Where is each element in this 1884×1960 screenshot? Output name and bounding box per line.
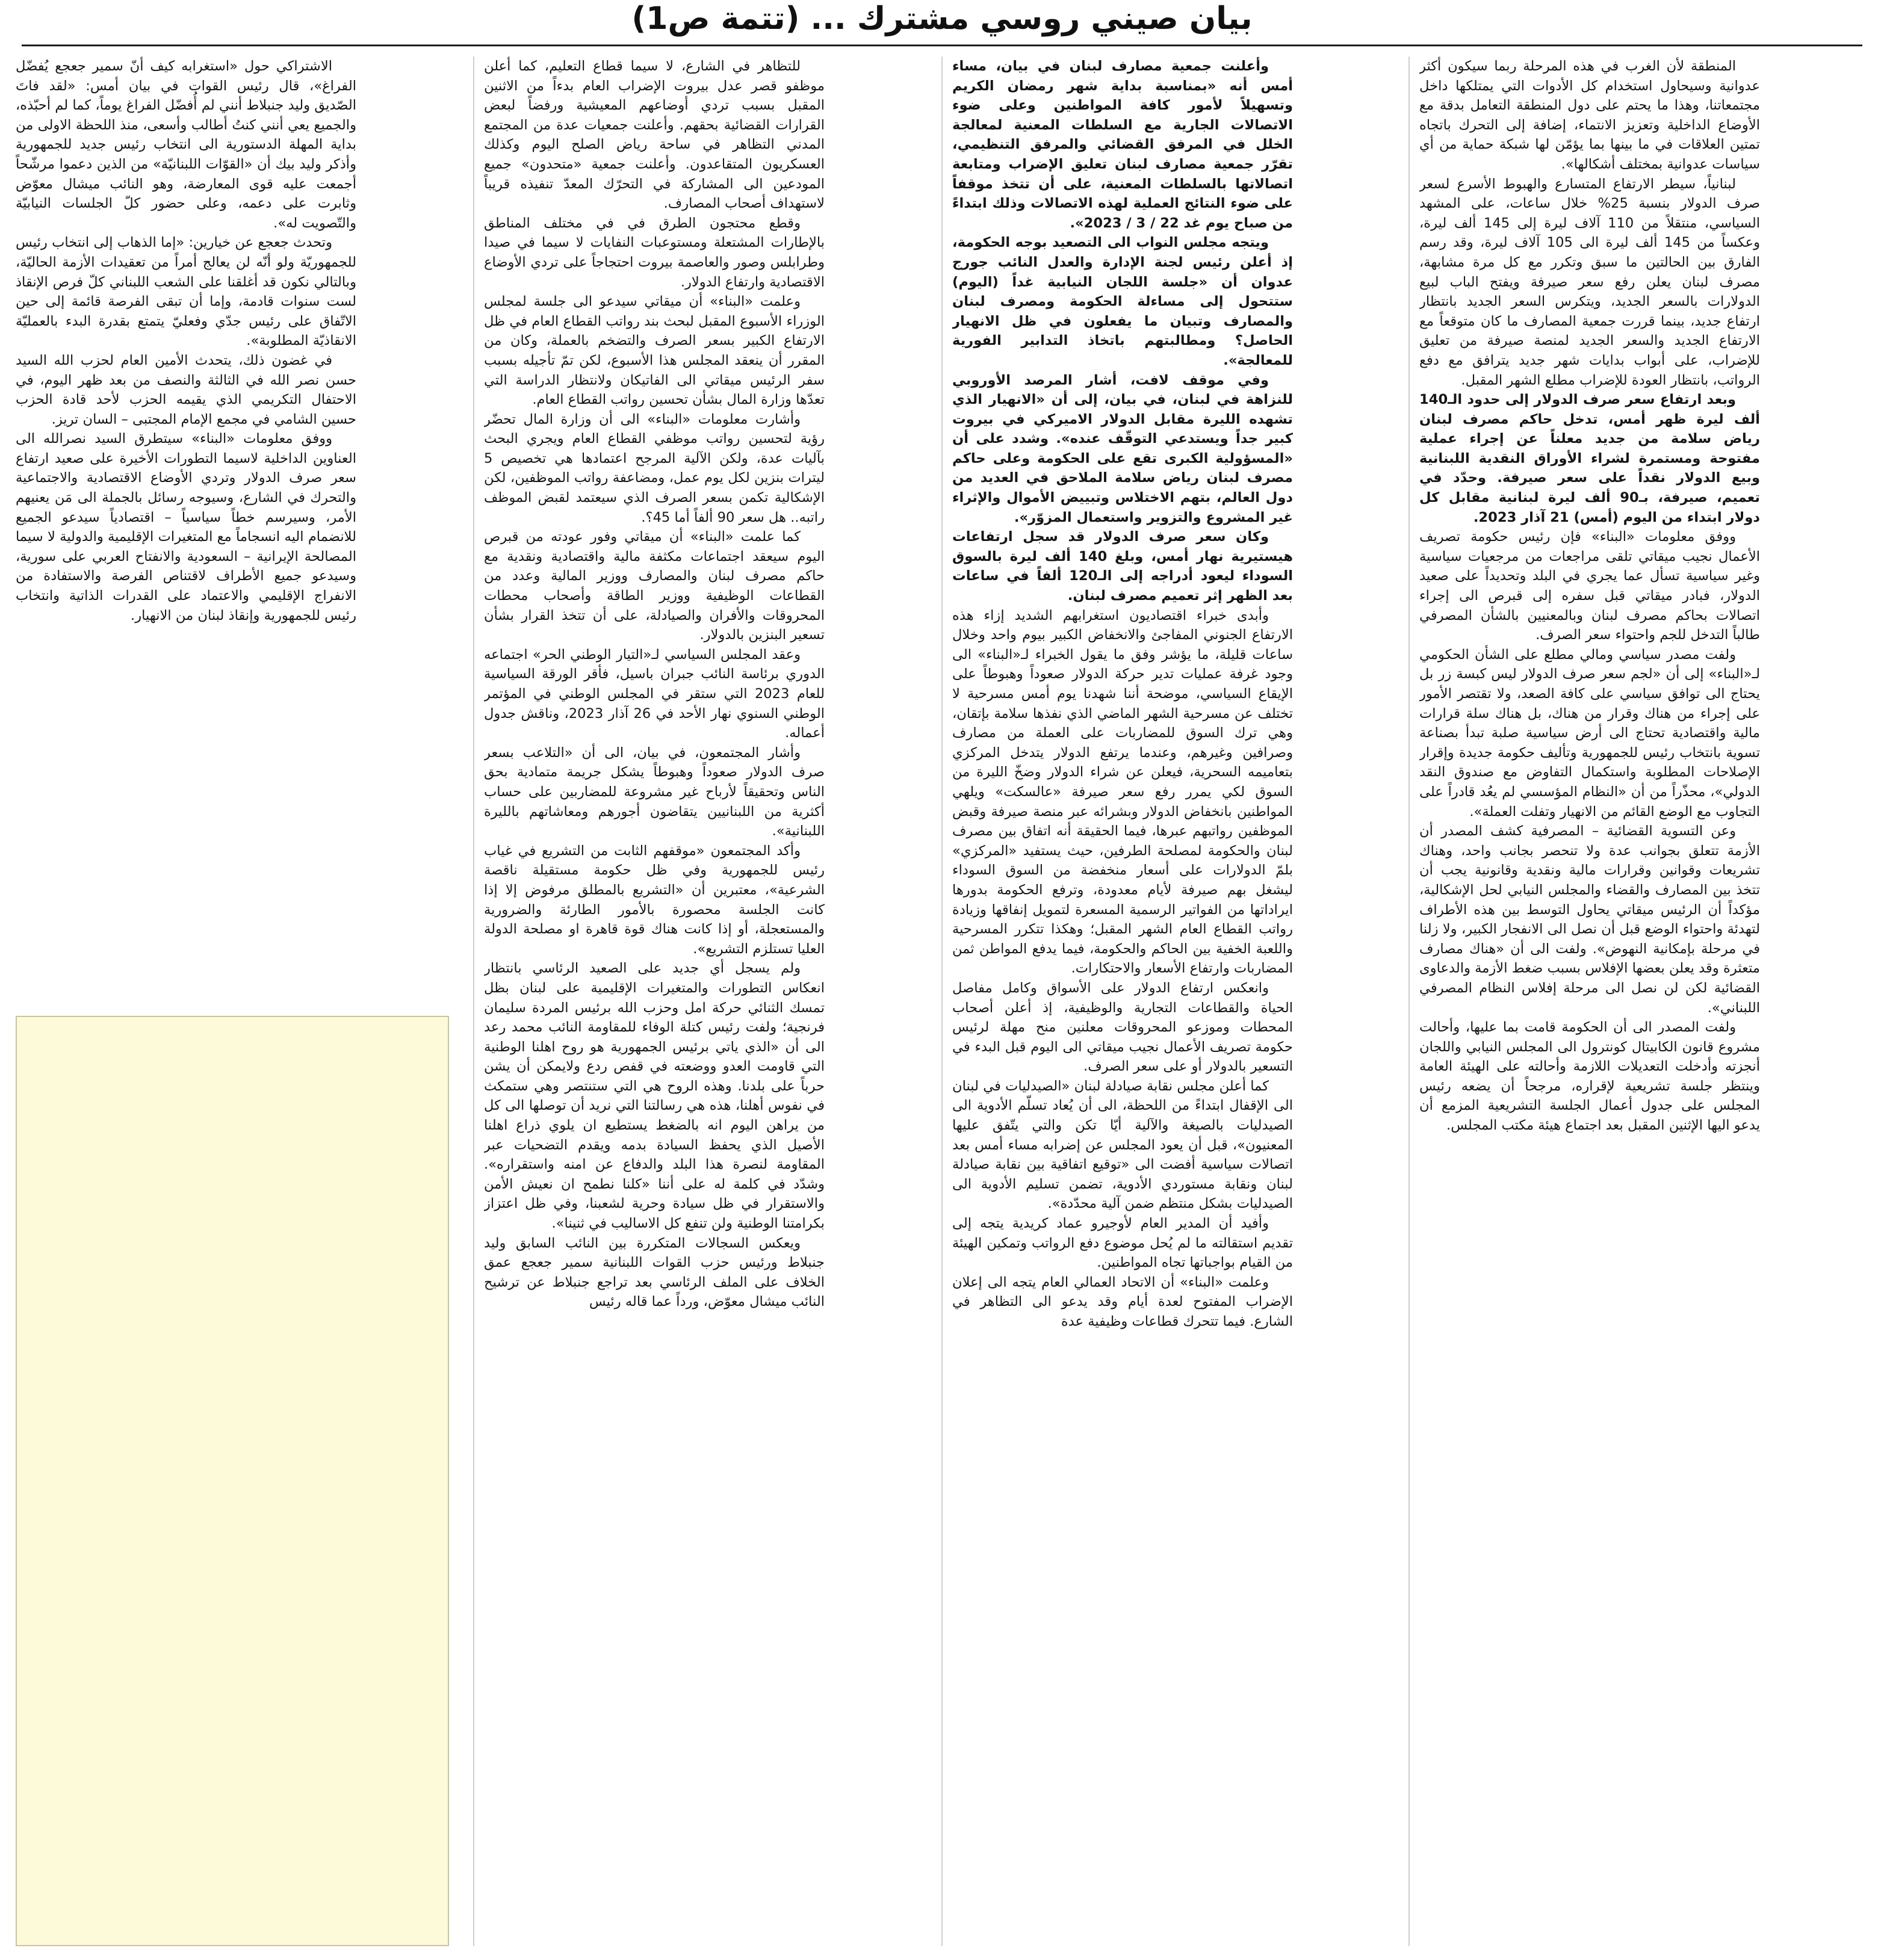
article-paragraph: في غضون ذلك، يتحدث الأمين العام لحزب الله السيد حسن نصر الله في الثالثة والنصف من بعد ظهر اليوم، في الاحتفال التكريمي الذي يقيمه الحزب لأحد قادة الحزب حسين الشامي في مجمع الإمام المجتبى – السان تريز.: [16, 352, 356, 427]
article-paragraph: ويتجه مجلس النواب الى التصعيد بوجه الحكومة، إذ أعلن رئيس لجنة الإدارة والعدل النائب جورج عدوان أن «جلسة اللجان النيابية غداً (اليوم) ستتحول إلى مساءلة الحكومة ومصرف لبنان والمصارف وتبيان ما يفعلون في ظل الانهيار الحاصل؟ ومطالبتهم باتخاذ التدابير الفورية للمعالجة».: [952, 235, 1293, 368]
article-paragraph: وبعد ارتفاع سعر صرف الدولار إلى حدود الـ140 ألف ليرة ظهر أمس، تدخل حاكم مصرف لبنان رياض سلامة من جديد معلناً عن إجراء عملية مفتوحة ومستمرة لشراء الأوراق النقدية اللبنانية وبيع الدولار نقداً على سعر صيرفة. وحدّد في تعميم، صيرفة، بـ90 ألف ليرة لبنانية مقابل كل دولار ابتداء من اليوم (أمس) 21 آذار 2023.: [1419, 392, 1760, 525]
article-column-3: [484, 57, 825, 1951]
column-separator: [1408, 57, 1410, 1946]
column-separator: [473, 57, 474, 1946]
article-paragraph: ولم يسجل أي جديد على الصعيد الرئاسي بانتظار انعكاس التطورات والمتغيرات الإقليمية على لبنان بظل تمسك الثنائي حركة امل وحزب الله برئيس المردة سليمان فرنجية؛ ولفت رئيس كتلة الوفاء للمقاومة النائب محمد رعد الى أن «الذي ياتي برئيس الجمهورية هو روح اهلنا الوطنية التي قاومت العدو ووضعته في قفص ردع ولايمكن أن يشن حرباً على بلدنا. وهذه الروح هي التي ستنتصر وهي ستمكث في نفوس أهلنا، هذه هي رسالتنا التي نريد أن توصلها الى كل من يراهن اليوم انه بالضغط يستطيع ان يلوي ذراع اهلنا الأصيل الذي يحفظ السيادة بدمه ويقدم التضحيات عبر المقاومة لنصرة هذا البلد والدفاع عن امنه واستقراره». وشدّد في كلمة له على أننا «كلنا نطمح ان نعيش الأمن والاستقرار في ظل سيادة وحرية لشعبنا، وفي ظل اعتزاز بكرامتنا الوطنية ولن تنفع كل الاساليب في ثنينا».: [484, 960, 825, 1232]
article-paragraph: وعن التسوية القضائية – المصرفية كشف المصدر أن الأزمة تتعلق بجوانب عدة ولا تنحصر بجانب واحد، وهناك تشريعات وقوانين وقرارات مالية ونقدية وقانونية يجب أن تتخذ بين المصارف والقضاء والمجلس النيابي لحل الإشكالية، مؤكداً أن الرئيس ميقاتي يحاول التوسط بين هذه الأطراف لتهدئة واحتواء الوضع قبل أن نصل الى الانفجار الكبير، ولا زلنا في مرحلة بإمكانية النهوض». ولفت الى أن «هناك مصارف متعثرة وقد يعلن بعضها الإفلاس بسبب ضغط الأزمة والدعاوى القضائية لكن لن نصل الى مرحلة إفلاس النظام المصرفي اللبناني».: [1419, 823, 1760, 1016]
article-paragraph: وفي موقف لافت، أشار المرصد الأوروبي للنزاهة في لبنان، في بيان، إلى أن «الانهيار الذي تشهده الليرة مقابل الدولار الاميركي في بيروت كبير جداً ويستدعي التوقّف عنده». وشدد على أن «المسؤولية الكبرى تقع على الحكومة وعلى حاكم مصرف لبنان رياض سلامة الملاحق في العديد من دول العالم، بتهم الاختلاس وتبييض الأموال والإثراء غير المشروع والتزوير واستعمال المزوّر».: [952, 372, 1293, 525]
article-paragraph: كما علمت «البناء» أن ميقاتي وفور عودته من قبرص اليوم سيعقد اجتماعات مكثفة مالية واقتصادية ونقدية مع حاكم مصرف لبنان والمصارف ووزير المالية وعدد من القطاعات الوظيفية ووزير الطاقة وأصحاب محطات المحروقات والأفران والصيادلة، على أن تتخذ القرار بشأن تسعير البنزين بالدولار.: [484, 529, 825, 643]
article-column-1: [1419, 57, 1760, 1951]
article-column-2: [952, 57, 1293, 1951]
article-paragraph: وأبدى خبراء اقتصاديون استغرابهم الشديد إزاء هذه الارتفاع الجنوني المفاجئ والانخفاض الكبير بيوم واحد وخلال ساعات قليلة، ما يؤشر وفق ما يقول الخبراء لـ«البناء» الى وجود غرفة عمليات تدير حركة الدولار صعوداً وهبوطاً على الإيقاع السياسي، موضحة أننا شهدنا يوم أمس مسرحية لا تختلف عن مسرحية الشهر الماضي الذي نفذها سلامة بإتقان، وهي ترك السوق للمضاربات على العملة من مصارف وصرافين وغيرهم، وعندما يرتفع الدولار يتدخل المركزي بتعاميمه السحرية، فيعلن عن شراء الدولار وضخّ الليرة من السوق لكي يمرر رفع سعر صيرفة «عالسكت» ويلهي المواطنين بانخفاض الدولار وبشرائه عبر منصة صيرفة وقبض الموظفين رواتبهم عبرها، فيما الحقيقة أنه اتفاق بين مصرف لبنان والحكومة لمصلحة الطرفين، حيث يستفيد «المركزي» بلمّ الدولارات على أسعار منخفضة من السوق السوداء ليشغل بهم صيرفة لأيام معدودة، وترفع الحكومة بدورها ايراداتها من الفواتير الرسمية المسعرة لتمويل إنفاقها وزيادة رواتب القطاع العام الشهر المقبل؛ وهكذا تتكرر المسرحية واللعبة الخفية بين الحاكم والحكومة، فيما يدفع المواطن ثمن المضاربات وارتفاع الأسعار والاحتكارات.: [952, 607, 1293, 977]
article-paragraph: وعلمت «البناء» أن الاتحاد العمالي العام يتجه الى إعلان الإضراب المفتوح لعدة أيام وقد يدعو الى التظاهر في الشارع. فيما تتحرك قطاعات وظيفية عدة: [952, 1274, 1293, 1329]
article-paragraph: الاشتراكي حول «استغرابه كيف أنّ سمير جعجع يُفضّل الفراغ»، قال رئيس القوات في بيان أمس: «لقد فاتَ الصّديق وليد جنبلاط أنني لم أُفضّل الفراغ يوماً، كما لم أحبّذه، والجميع يعي أنني كنتُ أطالب وأسعى، منذ اللحظة الاولى من بداية المهلة الدستورية الى انتخاب رئيس جديد للجمهورية وأذكر وليد بيك أن «القوّات اللبنانيّة» من الذين دعموا مرشّحاً أجمعت عليه قوى المعارضة، وهو النائب ميشال معوّض وثابرت على دعمه، وعلى حضور كلّ الجلسات النيابيّة والتّصويت له».: [16, 58, 356, 231]
article-paragraph: وأعلنت جمعية مصارف لبنان في بيان، مساء أمس أنه «بمناسبة بداية شهر رمضان الكريم وتسهيلاً لأمور كافة المواطنين وعلى ضوء الاتصالات الجارية مع السلطات المعنية لمعالجة الخلل في المرفق القضائي والمرفق التنظيمي، تقرّر جمعية مصارف لبنان تعليق الإضراب ومتابعة اتصالاتها بالسلطات المعنية، على أن تتخذ موقفاً على ضوء النتائج العملية لهذه الاتصالات وذلك ابتداءً من صباح يوم غد 22 / 3 / 2023».: [952, 58, 1293, 231]
blank-ad-box: [16, 1016, 449, 1946]
article-paragraph: ووفق معلومات «البناء» فإن رئيس حكومة تصريف الأعمال نجيب ميقاتي تلقى مراجعات من مرجعيات سياسية وغير سياسية تسأل عما يجري في البلد وتحديداً على صعيد الدولار، فبادر ميقاتي قبل سفره إلى قبرص الى إجراء اتصالات بحاكم مصرف لبنان وبالمعنيين بالشأن المصرفي طالباً التدخل للجم واحتواء سعر الصرف.: [1419, 529, 1760, 643]
article-paragraph: المنطقة لأن الغرب في هذه المرحلة ربما سيكون أكثر عدوانية وسيحاول استخدام كل الأدوات التي يمتلكها داخل مجتمعاتنا، وهذا ما يحتم على دول المنطقة التعامل بدقة مع الأوضاع الداخلية وتعزيز الانتماء، إضافة إلى التحرك باتجاه تمتين العلاقات في ما بينها بما يؤمّن لها شبكة حماية من أي سياسات عدوانية بمختلف أشكالها».: [1419, 58, 1760, 172]
article-paragraph: ويعكس السجالات المتكررة بين النائب السابق وليد جنبلاط ورئيس حزب القوات اللبنانية سمير جعجع عمق الخلاف على الملف الرئاسي بعد تراجع جنبلاط عن ترشيح النائب ميشال معوّض، ورداً عما قاله رئيس: [484, 1235, 825, 1310]
headline: بيان صيني روسي مشترك ... (تتمة ص1): [631, 1, 1253, 37]
article-paragraph: وكان سعر صرف الدولار قد سجل ارتفاعات هيستيرية نهار أمس، وبلغ 140 ألف ليرة بالسوق السوداء ليعود أدراجه إلى الـ120 ألفاً في ساعات بعد الظهر إثر تعميم مصرف لبنان.: [952, 529, 1293, 604]
article-paragraph: كما أعلن مجلس نقابة صيادلة لبنان «الصيدليات في لبنان الى الإقفال ابتداءً من اللحظة، الى أن يُعاد تسلّم الأدوية الى الصيدليات بالصيغة والآلية أيّا تكن والتي يتّفق عليها المعنيون»، قبل أن يعود المجلس عن إضرابه مساء أمس بعد اتصالات سياسية أفضت الى «توقيع اتفاقية بين نقابة صيادلة لبنان ونقابة مستوردي الأدوية، تضمن تسليم الأدوية الى الصيدليات بشكل منتظم ضمن آلية محدّدة».: [952, 1078, 1293, 1212]
article-paragraph: لبنانياً، سيطر الارتفاع المتسارع والهبوط الأسرع لسعر صرف الدولار بنسبة 25% خلال ساعات، على المشهد السياسي، منتقلاً من 110 آلاف ليرة إلى 145 ألف ليرة، وعكساً من 145 ألف ليرة الى 105 آلاف ليرة، وقد رسم الفارق بين الحالتين ما سبق وتكرر مع كل مرة مشابهة، مصرف لبنان يعلن رفع سعر صيرفة ويفتح الباب لبيع الدولارات بالسعر الجديد، ويتكرس السعر الجديد بانتظار ارتفاع جديد، بينما قررت جمعية المصارف ما كان متوقعاً مع الارتفاع الجديد والسعر الجديد لمنصة صيرفة من تعليق للإضراب، على أبواب بدايات شهر جديد يترافق مع دفع الرواتب، بانتظار العودة للإضراب مطلع الشهر المقبل.: [1419, 176, 1760, 388]
article-paragraph: ولفت المصدر الى أن الحكومة قامت بما عليها، وأحالت مشروع قانون الكابيتال كونترول الى المجلس النيابي واللجان أنجزته وأدخلت التعديلات اللازمة وأحالته على الهيئة العامة وينتظر جلسة تشريعية لإقراره، مرجحاً أن يضعه رئيس المجلس على جدول أعمال الجلسة التشريعية المزمع أن يدعو اليها الإثنين المقبل بعد اجتماع هيئة مكتب المجلس.: [1419, 1019, 1760, 1134]
article-paragraph: وعقد المجلس السياسي لـ«التيار الوطني الحر» اجتماعه الدوري برئاسة النائب جبران باسيل، فأقر الورقة السياسية للعام 2023 التي ستقر في المجلس الوطني في المؤتمر الوطني السنوي نهار الأحد في 26 آذار 2023، وناقش جدول أعماله.: [484, 646, 825, 741]
article-paragraph: ووفق معلومات «البناء» سيتطرق السيد نصرالله الى العناوين الداخلية لاسيما التطورات الأخيرة على صعيد ارتفاع سعر صرف الدولار وتردي الأوضاع الاقتصادية والاجتماعية والتحرك في الشارع، وسيوجه رسائل بالجملة الى مَن يعنيهم الأمر، وسيرسم خطاً سياسياً – اقتصادياً سيدعو الجميع للانضمام اليه انسجاماً مع المتغيرات الإقليمية والدولية لا سيما المصالحة الإيرانية – السعودية والانفتاح العربي على سورية، وسيدعو جميع الأطراف لاقتناص الفرصة والاستفادة من الانفراج الإقليمي والاعتماد على القدرات الذاتية وانتخاب رئيس للجمهورية وإنقاذ لبنان من الانهيار.: [16, 431, 356, 623]
article-paragraph: وأكد المجتمعون «موقفهم الثابت من التشريع في غياب رئيس للجمهورية وفي ظل حكومة مستقيلة ناقصة الشرعية»، معتبرين أن «التشريع بالمطلق مرفوض إلا إذا كانت الجلسة محصورة بالأمور الطارئة والضرورية والمستعجلة، أو إذا كانت هناك قوة قاهرة او مصلحة الدولة العليا تستلزم التشريع».: [484, 842, 825, 957]
article-paragraph: وأشار المجتمعون، في بيان، الى أن «التلاعب بسعر صرف الدولار صعوداً وهبوطاً يشكل جريمة متمادية بحق الناس وتحقيقاً لأرباح غير مشروعة للمضاربين على حساب أكثرية من اللبنانيين يتقاضون أجورهم ومعاشاتهم بالليرة اللبنانية».: [484, 744, 825, 839]
article-paragraph: للتظاهر في الشارع، لا سيما قطاع التعليم، كما أعلن موظفو قصر عدل بيروت الإضراب العام بدءاً من الاثنين المقبل بسبب تردي أوضاعهم المعيشية ورفضاً لبعض القرارات القضائية بحقهم. وأعلنت جمعيات عدة من المجتمع المدني التظاهر في ساحة رياض الصلح اليوم وكذلك العسكريون المتقاعدون. وأعلنت جمعية «متحدون» جميع المودعين الى المشاركة في التحرّك المعدّ تنفيذه قريباً لاستهداف أصحاب المصارف.: [484, 58, 825, 212]
article-paragraph: وقطع محتجون الطرق في في مختلف المناطق بالإطارات المشتعلة ومستوعبات النفايات لا سيما في صيدا وطرابلس وصور والعاصمة بيروت احتجاجاً على تردي الأوضاع الاقتصادية وارتفاع الدولار.: [484, 215, 825, 290]
article-paragraph: وتحدث جعجع عن خيارين: «إما الذهاب إلى انتخاب رئيس للجمهوريّة ولو أنّه لن يعالج أمراً من تعقيدات الأزمة الحاليّة، وبالتالي نكون قد أغلقنا على الشعب اللبناني كلّ فرص الإنقاذ لست سنوات قادمة، وإما أن تبقى الفرصة قائمة إلى حين الاتّفاق على رئيس جدّي وفعليّ يتمتع بقدرة البدء بالعمليّة الانقاذيّة المطلوبة».: [16, 235, 356, 349]
article-paragraph: وانعكس ارتفاع الدولار على الأسواق وكامل مفاصل الحياة والقطاعات التجارية والوظيفية، إذ أعلن أصحاب المحطات وموزعو المحروقات معلنين منح مهلة لرئيس حكومة تصريف الأعمال نجيب ميقاتي الى اليوم قبل البدء في التسعير بالدولار أو على سعر الصرف.: [952, 980, 1293, 1075]
column-separator: [941, 57, 943, 1946]
article-paragraph: وعلمت «البناء» أن ميقاتي سيدعو الى جلسة لمجلس الوزراء الأسبوع المقبل لبحث بند رواتب القطاع العام في ظل الارتفاع الكبير بسعر الصرف والتضخم بالعملة، وكان من المقرر أن ينعقد المجلس هذا الأسبوع، لكن تمّ تأجيله بسبب سفر الرئيس ميقاتي الى الفاتيكان ولانتظار الدراسة التي تعدّها وزارة المال بشأن تحسين رواتب القطاع العام.: [484, 294, 825, 408]
article-paragraph: وأشارت معلومات «البناء» الى أن وزارة المال تحضّر رؤية لتحسين رواتب موظفي القطاع العام ويجري البحث بآليات عدة، ولكن الآلية المرجح اعتمادها هي تخصيص 5 ليترات بنزين لكل يوم عمل، ومضاعفة رواتب الموظفين، لكن الإشكالية تكمن بسعر الصرف الذي سيعتمد لقبض الموظف راتبه.. هل سعر 90 ألفاً أما 45؟.: [484, 411, 825, 525]
article-paragraph: ولفت مصدر سياسي ومالي مطلع على الشأن الحكومي لـ«البناء» إلى أن «لجم سعر صرف الدولار ليس كبسة زر بل يحتاج الى توافق سياسي على كافة الصعد، ولا تقتصر الأمور على إجراء من هناك وقرار من هناك، بل هناك سلة قرارات مالية واقتصادية تحتاج الى أرض سياسية صلبة تبدأ بصناعة تسوية بانتخاب رئيس للجمهورية وتأليف حكومة جديدة وإقرار الإصلاحات المطلوبة واستكمال التفاوض مع صندوق النقد الدولي»، محذّراً من أن «النظام المؤسسي لم يعُد قادراً على التجاوب مع الوضع القائم من الانهيار وتفلت العملة».: [1419, 646, 1760, 820]
article-paragraph: وأفيد أن المدير العام لأوجيرو عماد كريدية يتجه إلى تقديم استقالته ما لم يُحل موضوع دفع الرواتب وتمكين الهيئة من القيام بواجباتها تجاه المواطنين.: [952, 1216, 1293, 1271]
headline-rule: [22, 45, 1862, 46]
